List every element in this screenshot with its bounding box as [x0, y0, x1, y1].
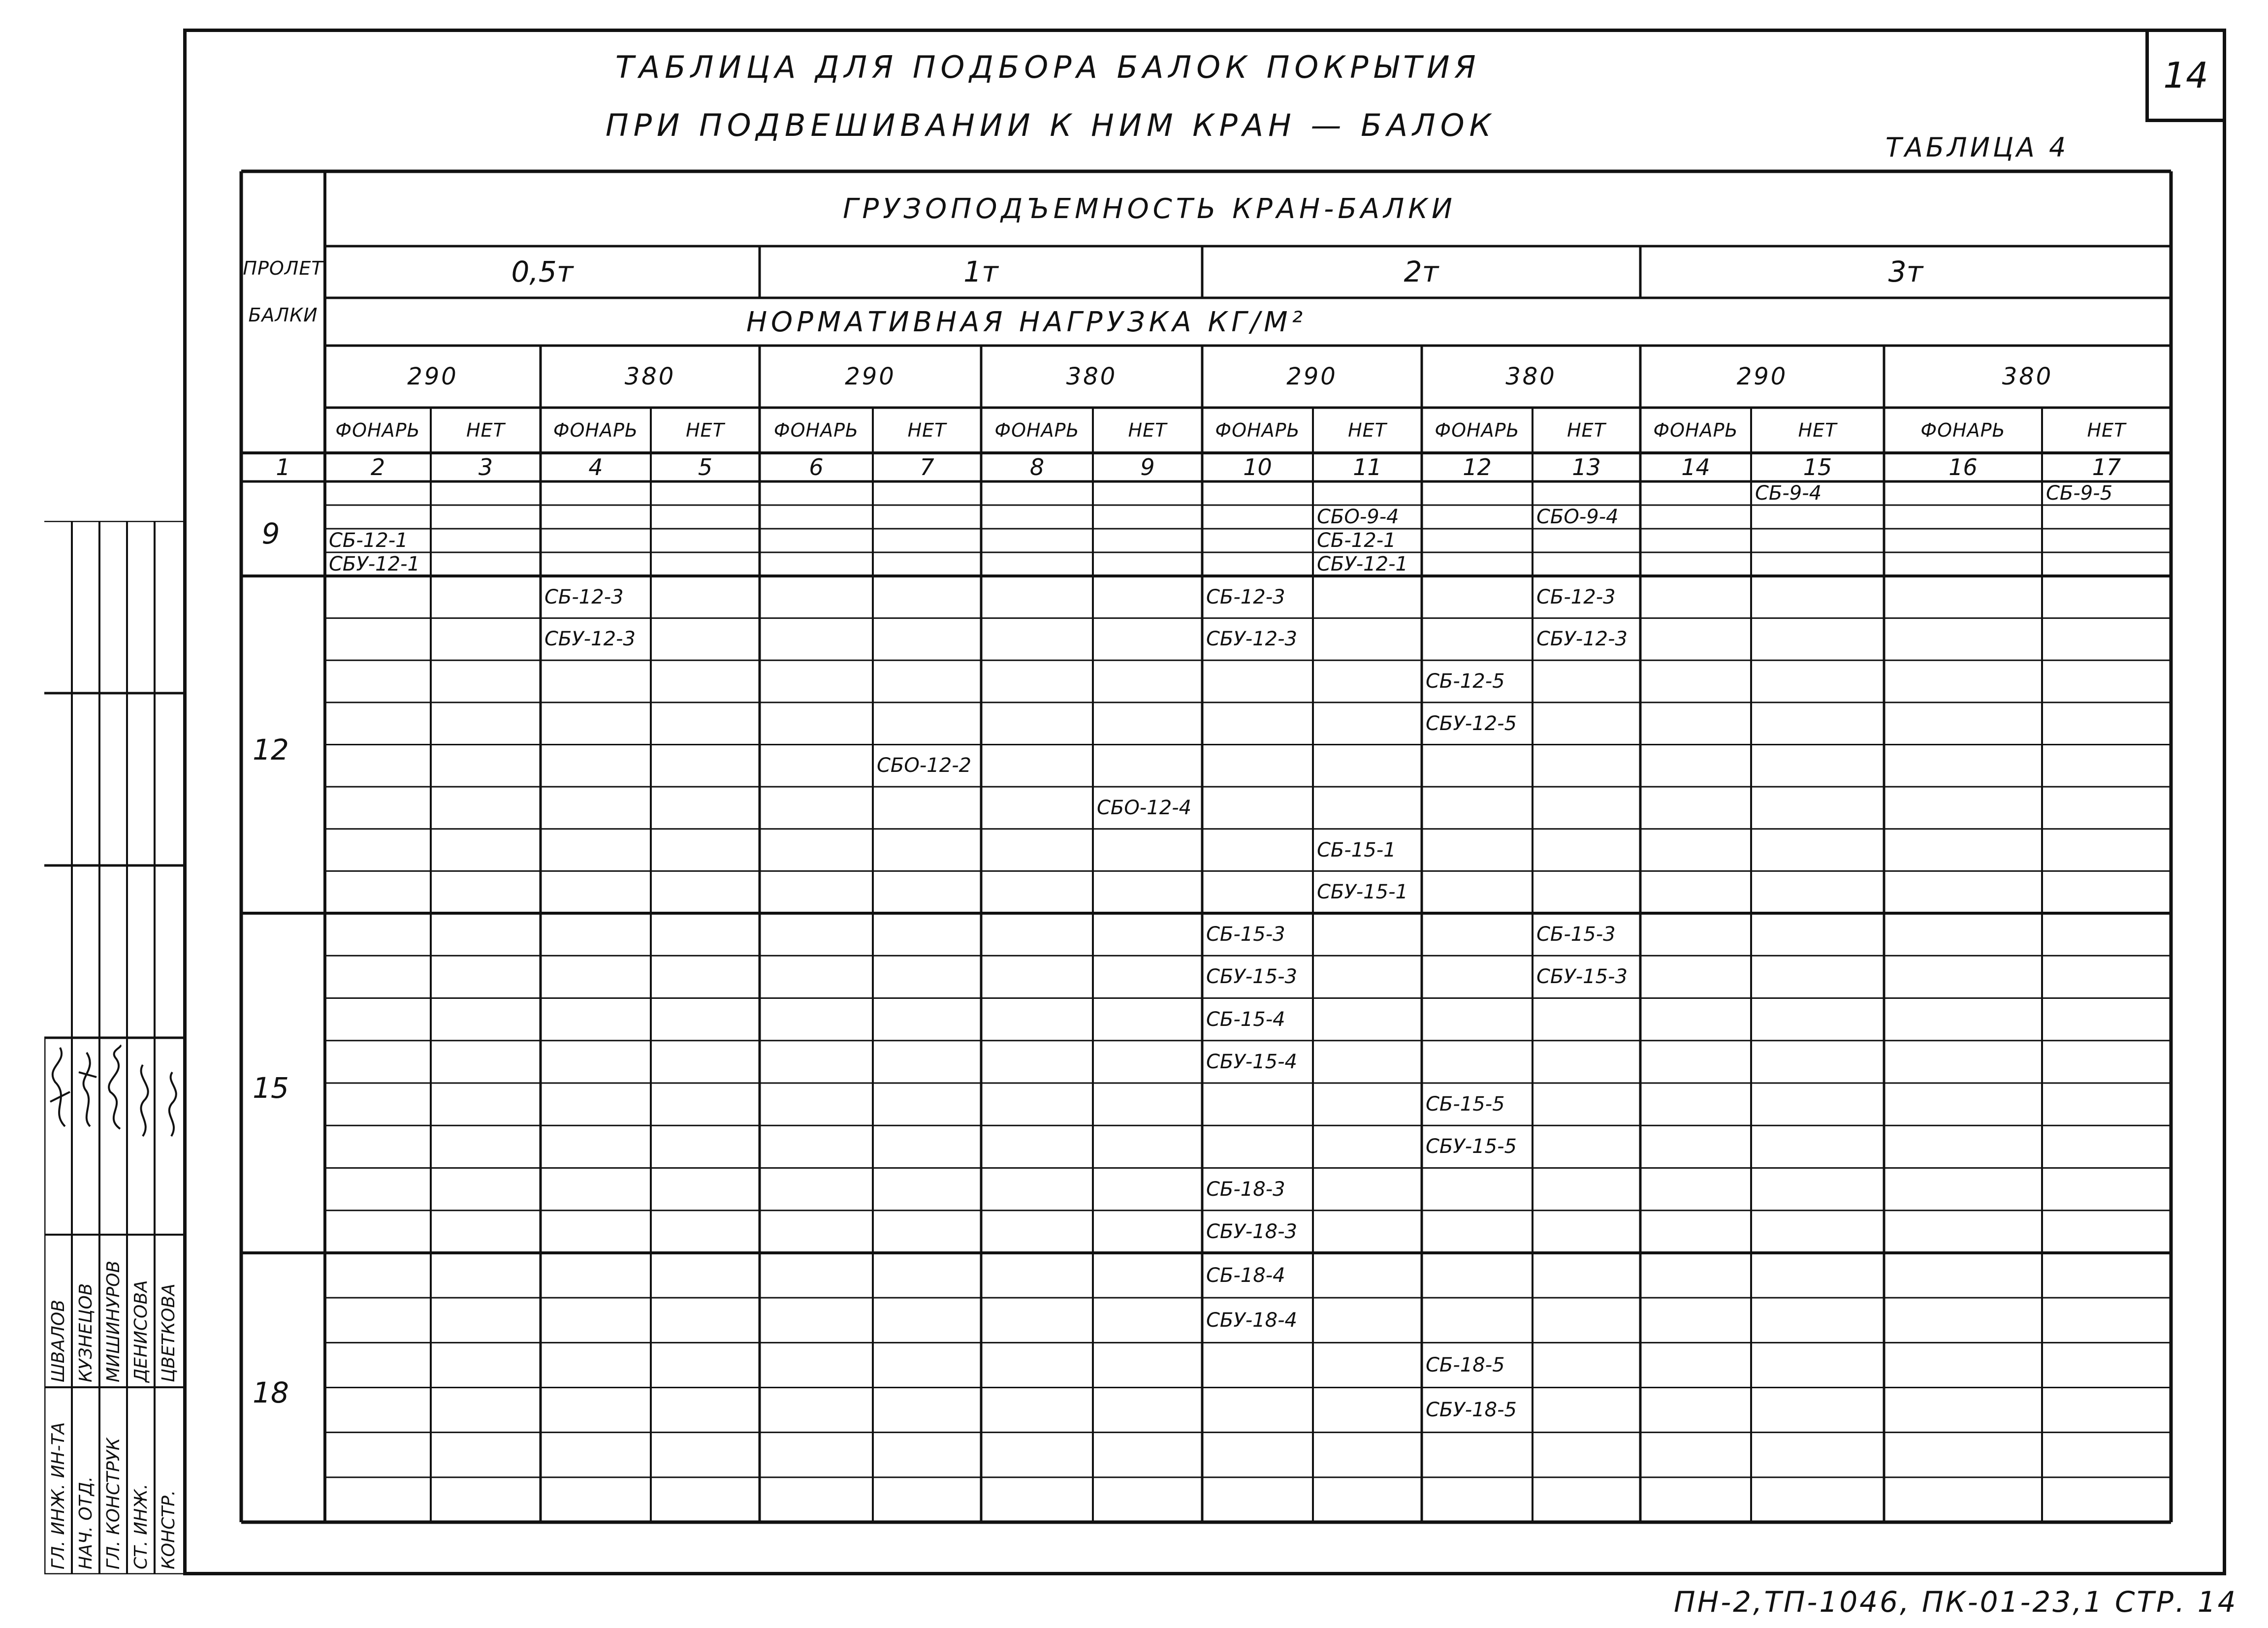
beam-code: СБ-18-5 [1426, 1353, 1505, 1376]
load-header: НОРМАТИВНАЯ НАГРУЗКА КГ/М² [746, 306, 1307, 338]
beam-code: СБО-9-4 [1536, 506, 1619, 528]
beam-code: СБУ-18-5 [1426, 1399, 1517, 1422]
stamp-name-2: КУЗНЕЦОВ [76, 1283, 96, 1382]
span-header-2: БАЛКИ [248, 304, 318, 326]
capacity-4: 3т [1888, 255, 1923, 288]
load-value-7: 290 [1736, 363, 1788, 390]
load-value-3: 290 [845, 363, 896, 390]
signature-3 [100, 1043, 132, 1131]
beam-code: СБО-12-2 [877, 754, 972, 777]
beam-code: СБУ-12-1 [1317, 553, 1408, 575]
beam-code: СБ-15-5 [1426, 1093, 1505, 1116]
column-number: 7 [920, 454, 934, 480]
signature-stamp [44, 521, 183, 1574]
lantern-label: ФОНАРЬ [994, 419, 1080, 441]
lantern-label: ФОНАРЬ [1653, 419, 1738, 441]
title-line-2: ПРИ ПОДВЕШИВАНИИ К НИМ КРАН — БАЛОК [606, 107, 1496, 143]
lantern-label: ФОНАРЬ [1920, 419, 2006, 441]
load-value-2: 380 [624, 363, 676, 390]
no-lantern-label: НЕТ [1128, 419, 1167, 441]
beam-code: СБО-9-4 [1317, 506, 1399, 528]
capacity-header: ГРУЗОПОДЪЕМНОСТЬ КРАН-БАЛКИ [843, 193, 1456, 225]
beam-code: СБ-18-4 [1206, 1264, 1285, 1287]
beam-code: СБ-15-3 [1206, 923, 1285, 946]
column-number: 1 [276, 454, 290, 480]
column-number: 6 [809, 454, 824, 480]
lantern-label: ФОНАРЬ [1215, 419, 1300, 441]
beam-code: СБ-12-3 [544, 585, 624, 608]
footer-code: ПН-2,ТП-1046, ПК-01-23,1 СТР. 14 [1674, 1585, 2238, 1619]
lantern-label: ФОНАРЬ [1435, 419, 1520, 441]
span-value-18: 18 [253, 1375, 289, 1409]
signature-1 [45, 1043, 77, 1131]
column-number: 4 [588, 454, 603, 480]
beam-code: СБ-9-4 [1755, 482, 1822, 505]
stamp-name-1: ШВАЛОВ [48, 1300, 68, 1382]
load-value-1: 290 [407, 363, 458, 390]
no-lantern-label: НЕТ [1348, 419, 1387, 441]
no-lantern-label: НЕТ [1798, 419, 1837, 441]
beam-code: СБУ-12-5 [1426, 712, 1517, 735]
signature-2 [73, 1043, 104, 1131]
stamp-role-4: СТ. ИНЖ. [131, 1483, 151, 1569]
beam-code: СБУ-12-3 [1206, 628, 1297, 651]
beam-code: СБО-12-4 [1097, 796, 1192, 819]
beam-code: СБ-12-1 [1317, 529, 1396, 552]
beam-code: СБ-12-5 [1426, 670, 1505, 693]
lantern-label: ФОНАРЬ [553, 419, 639, 441]
no-lantern-label: НЕТ [466, 419, 505, 441]
signature-4 [128, 1053, 160, 1141]
no-lantern-label: НЕТ [907, 419, 947, 441]
beam-code: СБУ-15-3 [1206, 965, 1297, 989]
column-number: 8 [1029, 454, 1045, 480]
beam-code: СБ-12-3 [1206, 585, 1285, 608]
capacity-2: 1т [963, 255, 998, 288]
beam-code: СБ-15-1 [1317, 838, 1396, 862]
stamp-role-3: ГЛ. КОНСТРУК [103, 1437, 124, 1569]
capacity-1: 0,5т [511, 255, 574, 288]
column-number: 15 [1803, 454, 1832, 480]
beam-code: СБУ-15-1 [1317, 881, 1408, 904]
load-value-8: 380 [2002, 363, 2053, 390]
span-value-9: 9 [261, 517, 280, 550]
beam-code: СБ-9-5 [2046, 482, 2113, 505]
beam-code: СБУ-12-3 [544, 628, 636, 651]
signature-5 [156, 1057, 187, 1146]
beam-code: СБУ-15-4 [1206, 1050, 1297, 1073]
beam-code: СБУ-18-4 [1206, 1309, 1297, 1332]
beam-code: СБУ-15-5 [1426, 1135, 1517, 1158]
span-value-15: 15 [253, 1071, 289, 1105]
column-number: 17 [2092, 454, 2121, 480]
lantern-label: ФОНАРЬ [773, 419, 859, 441]
column-number: 3 [478, 454, 493, 480]
span-value-12: 12 [253, 733, 289, 766]
column-number: 12 [1463, 454, 1492, 480]
load-value-5: 290 [1286, 363, 1338, 390]
stamp-role-1: ГЛ. ИНЖ. ИН-ТА [48, 1422, 68, 1569]
beam-code: СБ-15-4 [1206, 1008, 1285, 1031]
column-number: 10 [1243, 454, 1272, 480]
no-lantern-label: НЕТ [686, 419, 725, 441]
sheet-number-value: 14 [2163, 55, 2208, 96]
beam-code: СБУ-12-1 [329, 553, 420, 575]
stamp-role-5: КОНСТР. [159, 1490, 179, 1569]
column-number: 2 [370, 454, 385, 480]
title-line-1: ТАБЛИЦА ДЛЯ ПОДБОРА БАЛОК ПОКРЫТИЯ [615, 49, 1481, 85]
load-value-6: 380 [1505, 363, 1557, 390]
sheet-number [2145, 29, 2226, 122]
column-number: 13 [1572, 454, 1601, 480]
table-label: ТАБЛИЦА 4 [1885, 132, 2069, 163]
no-lantern-label: НЕТ [1567, 419, 1606, 441]
no-lantern-label: НЕТ [2087, 419, 2126, 441]
column-number: 5 [698, 454, 713, 480]
column-number: 11 [1353, 454, 1382, 480]
stamp-name-5: ЦВЕТКОВА [159, 1283, 179, 1382]
column-number: 16 [1949, 454, 1978, 480]
span-header-1: ПРОЛЕТ [243, 257, 323, 279]
beam-code: СБУ-18-3 [1206, 1220, 1297, 1243]
column-number: 14 [1681, 454, 1710, 480]
column-number: 9 [1140, 454, 1155, 480]
beam-code: СБ-18-3 [1206, 1178, 1285, 1201]
stamp-name-3: МИШИНУРОВ [103, 1260, 124, 1382]
capacity-3: 2т [1404, 255, 1439, 288]
load-value-4: 380 [1066, 363, 1118, 390]
lantern-label: ФОНАРЬ [335, 419, 420, 441]
stamp-name-4: ДЕНИСОВА [131, 1280, 151, 1382]
beam-code: СБ-12-3 [1536, 585, 1616, 608]
stamp-role-2: НАЧ. ОТД. [76, 1476, 96, 1569]
beam-code: СБУ-15-3 [1536, 965, 1628, 989]
beam-code: СБ-12-1 [329, 529, 408, 552]
beam-code: СБ-15-3 [1536, 923, 1616, 946]
beam-code: СБУ-12-3 [1536, 628, 1628, 651]
